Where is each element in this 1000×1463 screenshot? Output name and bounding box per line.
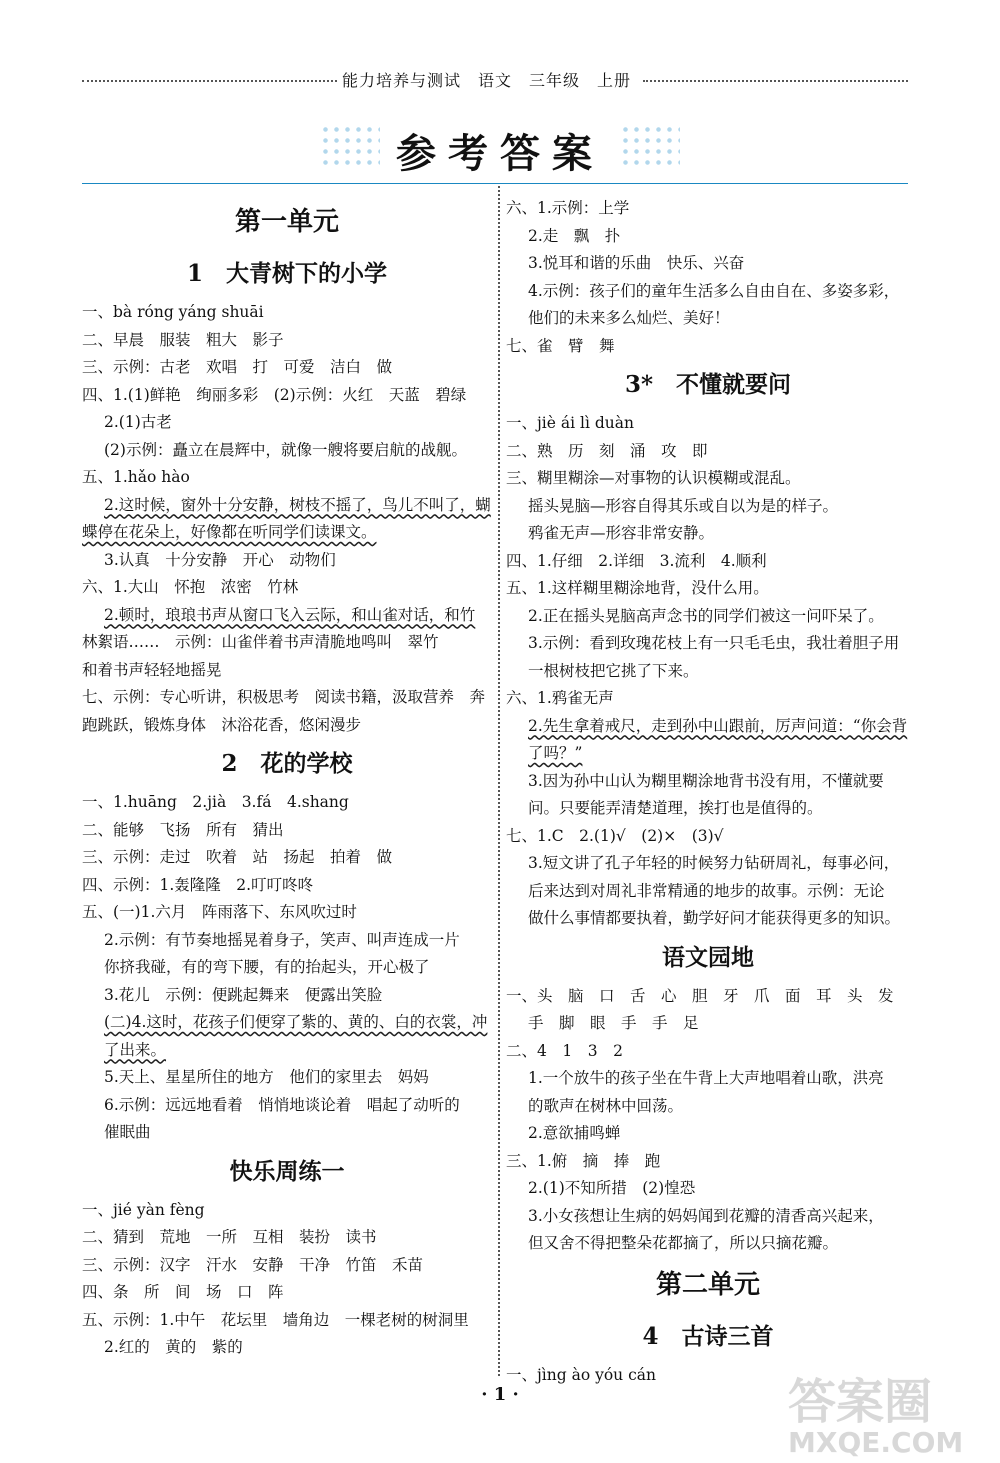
lesson-heading: 快乐周练一 <box>229 1157 345 1185</box>
answer-line: 3.因为孙中山认为糊里糊涂地背书没有用，不懂就要 <box>528 771 884 790</box>
answer-line: 二、4 1 3 2 <box>506 1041 623 1060</box>
answer-line: 七、1.C 2.(1)√ (2)× (3)√ <box>506 826 724 845</box>
underlined-text: 了出来。 <box>104 1040 167 1059</box>
answer-line: 一、jìng ào yóu cán <box>506 1365 656 1384</box>
answer-line: 三、示例：走过 吹着 站 扬起 拍着 做 <box>82 848 393 866</box>
title-rule <box>82 183 908 184</box>
answer-line: 6.示例：远远地看着 悄悄地谈论着 唱起了动听的 <box>104 1095 460 1114</box>
answer-line: 三、1.俯 摘 捧 跑 <box>506 1151 661 1170</box>
answer-line: 七、示例：专心听讲，积极思考 阅读书籍，汲取营养 奔 <box>82 688 486 706</box>
answer-line <box>82 1037 492 1065</box>
lesson-heading: 2 花的学校 <box>221 750 353 777</box>
answer-line: 2.(1)不知所措 (2)惶恐 <box>528 1179 696 1197</box>
answer-line: 催眠曲 <box>104 1123 151 1141</box>
header-dotted-rule-right <box>643 80 908 82</box>
answer-line: 四、1.仔细 2.详细 3.流利 4.顺利 <box>506 551 767 570</box>
running-header <box>82 66 908 96</box>
answer-line: 二、能够 飞扬 所有 猜出 <box>82 820 284 839</box>
underlined-text: 2.这时候，窗外十分安静，树枝不摇了，鸟儿不叫了，蝴 <box>104 495 491 514</box>
answer-line: 跑跳跃，锻炼身体 沐浴花香，悠闲漫步 <box>82 715 362 734</box>
watermark-logo: 答案圈 MXQE.COM <box>788 1374 964 1459</box>
lesson-heading: 1 大青树下的小学 <box>186 260 387 287</box>
answer-line: 七、雀 臂 舞 <box>506 336 615 355</box>
underlined-text: 了吗？” <box>528 744 583 762</box>
answer-line: 五、示例：1.中午 花坛里 墙角边 一棵老树的树洞里 <box>82 1310 469 1329</box>
answer-line: 二、早晨 服装 粗大 影子 <box>82 330 284 349</box>
answer-line: 2.(1)古老 <box>104 413 172 431</box>
answer-line: 一、bà róng yáng shuāi <box>82 303 264 321</box>
answer-line: 六、1.示例：上学 <box>506 199 630 217</box>
answer-line: 3.花儿 示例：便跳起舞来 便露出笑脸 <box>104 985 383 1004</box>
answer-line: 四、示例：1.轰隆隆 2.叮叮咚咚 <box>82 875 314 894</box>
unit-heading: 第一单元 <box>234 207 339 237</box>
answer-line: 一、jiè ái lì duàn <box>506 414 634 432</box>
lesson-heading: 3* 不懂就要问 <box>624 371 792 398</box>
answer-line: 2.意欲捕鸣蝉 <box>528 1124 621 1142</box>
answer-line: 四、条 所 间 场 口 阵 <box>82 1283 284 1301</box>
answer-line <box>506 713 910 741</box>
right-column <box>506 195 910 1389</box>
answer-line: 5.天上、星星所住的地方 他们的家里去 妈妈 <box>104 1068 429 1086</box>
header-text: 能力培养与测试 语文 三年级 上册 <box>342 71 632 90</box>
answer-line: 四、1.(1)鲜艳 绚丽多彩 (2)示例：火红 天蓝 碧绿 <box>82 385 467 404</box>
title-block <box>320 118 680 180</box>
answer-line: 3.短文讲了孔子年轻的时候努力钻研周礼，每事必问， <box>528 854 900 872</box>
answer-line: 2.正在摇头晃脑高声念书的同学们被这一问吓呆了。 <box>528 606 884 625</box>
answer-line: 他们的未来多么灿烂、美好！ <box>528 309 730 327</box>
answer-line: 你挤我碰，有的弯下腰，有的抬起头，开心极了 <box>104 958 430 976</box>
answer-line <box>82 519 492 547</box>
dot-pattern-decoration <box>620 124 680 170</box>
answer-line: 1.一个放牛的孩子坐在牛背上大声地唱着山歌，洪亮 <box>528 1069 884 1087</box>
answer-line: 一、jié yàn fèng <box>82 1200 205 1219</box>
answer-line: 3.小女孩想让生病的妈妈闻到花瓣的清香高兴起来， <box>528 1206 884 1225</box>
lesson-heading: 语文园地 <box>662 943 754 971</box>
answer-line: 2.走 飘 扑 <box>528 226 621 245</box>
answer-line: 3.认真 十分安静 开心 动物们 <box>104 550 336 569</box>
answer-line: 3.示例：看到玫瑰花枝上有一只毛毛虫，我壮着胆子用 <box>528 634 900 652</box>
unit-heading: 第二单元 <box>655 1269 760 1300</box>
answer-line: 4.示例：孩子们的童年生活多么自由自在、多姿多彩， <box>528 281 900 300</box>
answer-line: 三、示例：汉字 汗水 安静 干净 竹笛 禾苗 <box>82 1255 424 1274</box>
answer-line: 手 脚 眼 手 手 足 <box>528 1014 699 1032</box>
answer-line: 问。只要能弄清楚道理，挨打也是值得的。 <box>528 799 823 817</box>
answer-line: 五、1.hǎo hào <box>82 468 190 486</box>
answer-line: 2.示例：有节奏地摇晃着身子，笑声、叫声连成一片 <box>104 930 460 949</box>
answer-line <box>82 1009 492 1037</box>
answer-line: 六、1.大山 怀抱 浓密 竹林 <box>82 578 299 596</box>
left-column <box>82 195 492 1362</box>
column-divider <box>498 186 500 1376</box>
answer-line: 五、1.这样糊里糊涂地背，没什么用。 <box>506 579 769 597</box>
underlined-text: 2.先生拿着戒尺，走到孙中山跟前，厉声问道：“你会背 <box>528 716 908 735</box>
answer-line: 但又舍不得把整朵花都摘了，所以只摘花瓣。 <box>528 1234 839 1252</box>
answer-line: 一根树枝把它挑了下来。 <box>528 661 699 680</box>
answer-line <box>82 492 492 520</box>
underlined-text: (二)4.这时，花孩子们便穿了紫的、黄的、白的衣裳，冲 <box>104 1013 488 1031</box>
answer-line: 二、熟 历 刻 涌 攻 即 <box>506 441 708 460</box>
answer-line: 五、(一)1.六月 阵雨落下、东风吹过时 <box>82 903 357 921</box>
answer-line: 一、头 脑 口 舌 心 胆 牙 爪 面 耳 头 发 <box>506 986 894 1005</box>
answer-line: 和着书声轻轻地摇晃 <box>82 660 222 679</box>
underlined-text: 蝶停在花朵上，好像都在听同学们读课文。 <box>82 523 377 541</box>
answer-line: 三、糊里糊涂—对事物的认识模糊或混乱。 <box>506 469 801 487</box>
answer-line: (2)示例：矗立在晨辉中，就像一艘将要启航的战舰。 <box>104 440 467 459</box>
page-number: · 1 · <box>481 1384 519 1405</box>
answer-line: 林絮语…… 示例：山雀伴着书声清脆地鸣叫 翠竹 <box>82 633 439 651</box>
answer-line: 3.悦耳和谐的乐曲 快乐、兴奋 <box>528 254 745 272</box>
answer-line: 2.红的 黄的 紫的 <box>104 1338 243 1356</box>
page-title: 参考答案 <box>396 130 604 177</box>
answer-line: 六、1.鸦雀无声 <box>506 689 614 707</box>
answer-line: 后来达到对周礼非常精通的地步的故事。示例：无论 <box>528 881 885 900</box>
header-dotted-rule-left <box>82 80 337 82</box>
answer-line: 二、猜到 荒地 一所 互相 装扮 读书 <box>82 1228 377 1246</box>
underlined-text: 2.顿时，琅琅书声从窗口飞入云际，和山雀对话，和竹 <box>104 605 476 624</box>
answer-line: 一、1.huāng 2.jià 3.fá 4.shang <box>82 793 349 811</box>
answer-line: 三、示例：古老 欢唱 打 可爱 洁白 做 <box>82 358 393 376</box>
answer-line: 做什么事情都要执着，勤学好问才能获得更多的知识。 <box>528 909 901 927</box>
dot-pattern-decoration <box>320 124 380 170</box>
answer-line <box>82 602 492 630</box>
answer-line: 鸦雀无声—形容非常安静。 <box>528 524 715 542</box>
answer-line: 摇头晃脑—形容自得其乐或自以为是的样子。 <box>528 496 839 515</box>
answer-line: 的歌声在树林中回荡。 <box>528 1096 684 1115</box>
lesson-heading: 4 古诗三首 <box>642 1322 774 1350</box>
answer-line <box>506 740 910 768</box>
